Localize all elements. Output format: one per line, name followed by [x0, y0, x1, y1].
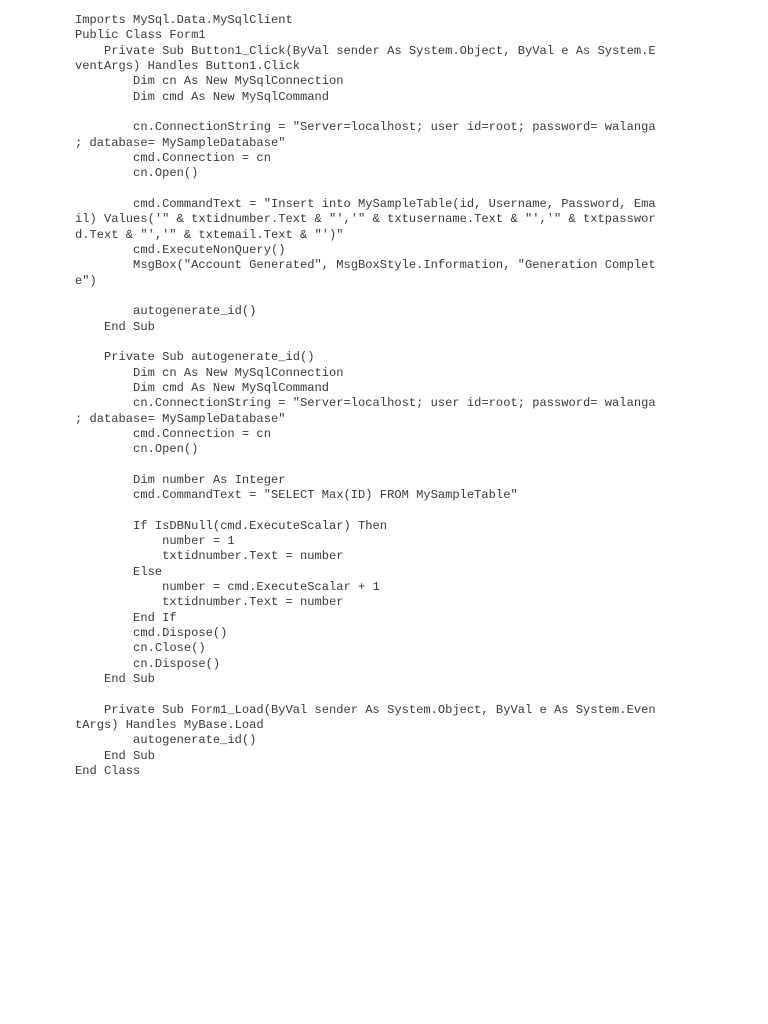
code-line: cmd.Dispose(): [75, 626, 228, 641]
code-line: cmd.CommandText = "Insert into MySampleTable(id, Username, Password, Ema: [75, 196, 656, 211]
code-line: End Class: [75, 764, 141, 779]
code-line: number = 1: [75, 534, 235, 549]
code-line: [75, 182, 675, 197]
code-line: Dim cn As New MySqlConnection: [75, 365, 344, 380]
code-line: [75, 335, 675, 350]
code-line: tArgs) Handles MyBase.Load: [75, 718, 264, 733]
code-line: cn.Dispose(): [75, 656, 221, 671]
code-line: cn.Open(): [75, 166, 199, 181]
code-line: Else: [75, 564, 163, 579]
code-listing: [75, 13, 675, 779]
code-line: [75, 289, 675, 304]
code-line: [75, 105, 675, 120]
code-line: [75, 458, 675, 473]
code-line: [75, 687, 675, 702]
code-line: ; database= MySampleDatabase": [75, 135, 286, 150]
code-line: txtidnumber.Text = number: [75, 549, 344, 564]
code-line: cn.ConnectionString = "Server=localhost; user id=root; password= walanga: [75, 396, 656, 411]
code-line: cn.Close(): [75, 641, 206, 656]
code-line: Dim cmd As New MySqlCommand: [75, 89, 330, 104]
code-line: autogenerate_id(): [75, 733, 257, 748]
code-line: Dim number As Integer: [75, 472, 286, 487]
code-line: number = cmd.ExecuteScalar + 1: [75, 580, 380, 595]
code-line: Dim cn As New MySqlConnection: [75, 74, 344, 89]
code-line: Private Sub Form1_Load(ByVal sender As System.Object, ByVal e As System.Even: [75, 702, 656, 717]
code-line: End Sub: [75, 672, 155, 687]
code-line: cn.ConnectionString = "Server=localhost; user id=root; password= walanga: [75, 120, 656, 135]
code-line: cmd.Connection = cn: [75, 150, 271, 165]
code-line: cmd.Connection = cn: [75, 426, 271, 441]
code-line: If IsDBNull(cmd.ExecuteScalar) Then: [75, 518, 388, 533]
code-line: Imports MySql.Data.MySqlClient: [75, 13, 293, 27]
code-line: cmd.CommandText = "SELECT Max(ID) FROM MySampleTable": [75, 488, 518, 503]
code-line: Public Class Form1: [75, 28, 206, 43]
code-line: Private Sub autogenerate_id(): [75, 350, 315, 365]
code-line: txtidnumber.Text = number: [75, 595, 344, 610]
code-line: ; database= MySampleDatabase": [75, 411, 286, 426]
code-line: cmd.ExecuteNonQuery(): [75, 242, 286, 257]
code-line: autogenerate_id(): [75, 304, 257, 319]
code-line: [75, 504, 675, 519]
code-line: ventArgs) Handles Button1.Click: [75, 58, 300, 73]
code-line: Dim cmd As New MySqlCommand: [75, 380, 330, 395]
code-line: MsgBox("Account Generated", MsgBoxStyle.Information, "Generation Complet: [75, 258, 656, 273]
code-line: End If: [75, 610, 177, 625]
code-line: d.Text & "','" & txtemail.Text & "')": [75, 227, 344, 242]
code-line: Private Sub Button1_Click(ByVal sender As System.Object, ByVal e As System.E: [75, 43, 656, 58]
code-line: il) Values('" & txtidnumber.Text & "','" & txtusername.Text & "','" & txtpasswor: [75, 212, 656, 227]
code-line: End Sub: [75, 748, 155, 763]
code-line: e"): [75, 273, 97, 288]
code-line: End Sub: [75, 319, 155, 334]
code-line: cn.Open(): [75, 442, 199, 457]
